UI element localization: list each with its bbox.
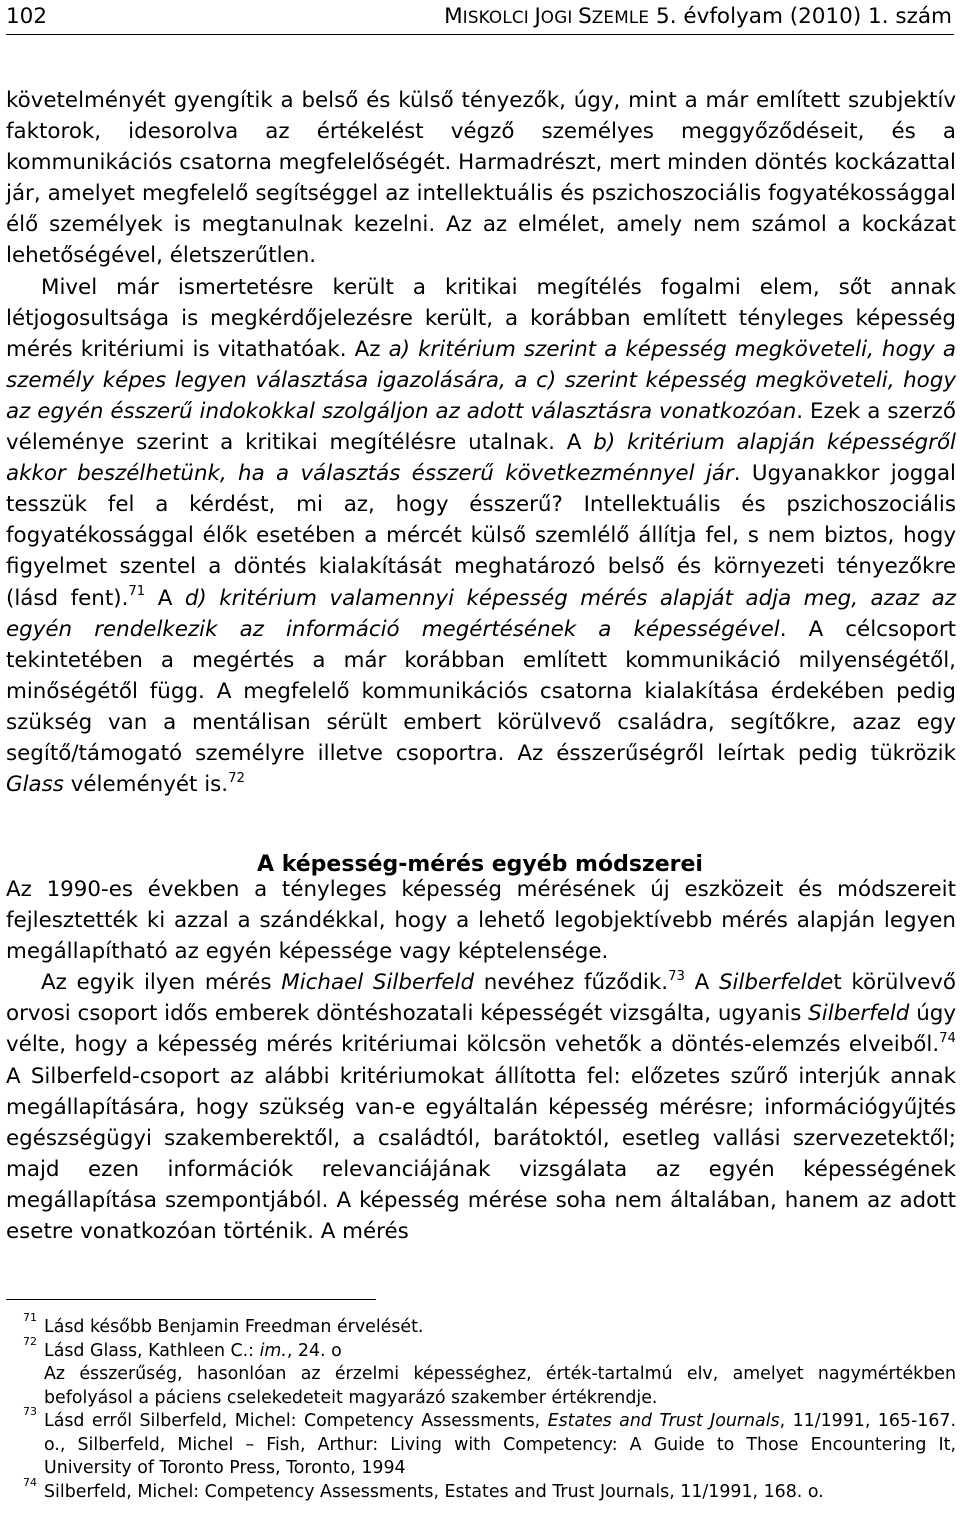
footnote-71: 71 Lásd később Benjamin Freedman érvelését. <box>23 1311 424 1337</box>
paragraph-continued: követelményét gyengítik a belső és külső tényezők, úgy, mint a már említett szubjektív faktorok, idesorolva az értékelést végző személyes meggyőződéseit, és a kommunikációs csatorna megfelelőségét. Harmadrészt, mert minden döntés kockázattal jár, amelyet megfelelő segítséggel az intellektuális és pszichoszociális fogyatékossággal élő személyek is megtanulnak kezelni. Az az elmélet, amely nem számol a kockázat lehetőségével, életszerűtlen. <box>6 88 956 269</box>
section-heading: A képesség-mérés egyéb módszerei <box>257 852 703 877</box>
footnote-number: 74 <box>23 1475 37 1489</box>
body-text-top <box>6 85 956 800</box>
footnote-separator <box>6 1299 376 1300</box>
footnote-number: 72 <box>23 1334 37 1348</box>
footnotes <box>6 1311 956 1504</box>
page-number: 102 <box>6 4 48 29</box>
footnote-72: 72 Lásd Glass, Kathleen C.: im., 24. o <box>23 1334 342 1361</box>
footnote-ref-71: 71 <box>128 584 146 600</box>
footnote-number: 73 <box>23 1405 37 1418</box>
paragraph-1990s: Az 1990-es években a tényleges képesség mérésének új eszközeit és módszereit fejlesztették ki azzal a szándékkal, hogy a lehető legobjektívebb mérés alapján legyen megállapítható az egyén képessége vagy képtelensége. <box>6 877 956 965</box>
footnote-ref-72: 72 <box>228 770 245 786</box>
footnote-number: 71 <box>23 1311 37 1324</box>
footnote-74: 74 Silberfeld, Michel: Competency Assessments, Estates and Trust Journals, 11/1991, 168. o. <box>23 1475 824 1502</box>
body-text-bottom <box>6 874 956 1247</box>
journal-title: MISKOLCI JOGI SZEMLE 5. évfolyam (2010) 1. szám <box>444 4 952 29</box>
paragraph-criteria-critique: Mivel már ismertetésre került a kritikai megítélés fogalmi elem, sőt annak létjogosultsága is megkérdőjelezésre került, a korábban említett tényleges képesség mérés kritériumi is vitathatóak. Az a) kritérium szerint a képesség megköveteli, hogy a személy képes legyen választása igazolására, a c) szerint képesség megköveteli, hogy az egyén ésszerű indokokkal szolgáljon az adott választásra vonatkozóan. Ezek a szerző véleménye szerint a kritikai megítélésre utalnak. A b) kritérium alapján képességről akkor beszélhetünk, ha a választás ésszerű következménnyel jár. Ugyanakkor joggal tesszük fel a kérdést, mi az, hogy ésszerű? Intellektuális és pszichoszociális fogyatékossággal élők esetében a mércét külső szemlélő állítja fel, s nem biztos, hogy figyelmet szentel a döntés kialakítását meghatározó belső és környezeti tényezőkre (lásd fent).$^{71}$ A d) kritérium valamennyi képesség mérés alapját adja meg, azaz az egyén rendelkezik az információ megértésének a képességével. A célcsoport tekintetében a megértés a már korábban említett kommunikáció milyenségétől, minőségétől függ. A megfelelő kommunikációs csatorna kialakítása érdekében pedig szükség van a mentálisan sérült embert körülvevő családra, segítőkre, azaz egy segítő/támogató személyre illetve csoportra. Az ésszerűségről leírtak pedig tükrözik Glass véleményét is.$^{72}$ <box>6 274 957 798</box>
issue-info: 5. évfolyam (2010) 1. szám <box>656 4 952 29</box>
running-header <box>6 0 954 35</box>
footnote-ref-74: 74 <box>939 1031 956 1047</box>
footnote-ref-73: 73 <box>668 968 685 984</box>
footnote-72-continued: Az ésszerűség, hasonlóan az érzelmi képességhez, érték-tartalmú elv, amelyet nagymértékben befolyásol a páciens cselekedeteit magyarázó szakember értékrendje. <box>44 1364 956 1408</box>
footnote-73: 73 Lásd erről Silberfeld, Michel: Competency Assessments, Estates and Trust Journals, 11/1991, 165-167. o., Silberfeld, Michel – Fish, Arthur: Living with Competency: A Guide to Those Encountering It, University of Toronto Press, Toronto, 1994 <box>23 1405 956 1478</box>
paragraph-silberfeld: Az egyik ilyen mérés Michael Silberfeld nevéhez fűződik.$^{73}$ A Silberfeldet körülvevő orvosi csoport idős emberek döntéshozatali képességét vizsgálta, ugyanis Silberfeld úgy vélte, hogy a képesség mérés kritériumai kölcsön vehetők a döntés-elemzés elveiből.$^{74}$ A Silberfeld-csoport az alábbi kritériumokat állította fel: előzetes szűrő interjúk annak megállapítására, hogy szükség van-e egyáltalán képesség mérésre; információgyűjtés egészségügyi szakemberektől, a családtól, barátoktól, esetleg vallási szervezetektől; majd ezen információk relevanciájának vizsgálata az egyén képességének megállapítása szempontjából. A képesség mérése soha nem általában, hanem az adott esetre vonatkozóan történik. A mérés <box>6 968 956 1245</box>
